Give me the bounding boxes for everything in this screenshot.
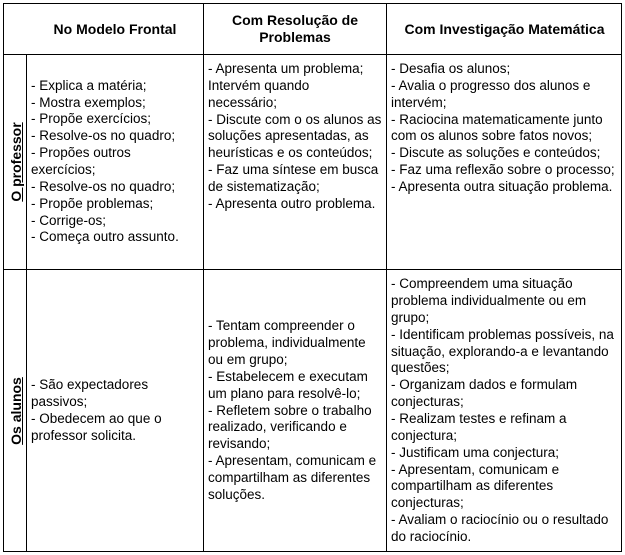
- list-item: - Avaliam o raciocínio ou o resultado do raciocínio.: [391, 512, 609, 544]
- list-item: - Realizam testes e refinam a conjectura;: [391, 411, 567, 443]
- list-item: - Propões outros exercícios;: [31, 145, 131, 177]
- list-item: - Apresenta um problema; Intervém quando necessário;: [208, 61, 364, 110]
- list-item: - Corrige-os;: [31, 212, 107, 228]
- list-item: - Discute as soluções e conteúdos;: [391, 145, 601, 161]
- list-item: - Avalia o progresso dos alunos e intervém;: [391, 77, 591, 110]
- cell-alunos-resolucao: [204, 270, 386, 552]
- list-item: - Resolve-os no quadro;: [31, 128, 176, 144]
- list-item: - Propõe exercícios;: [31, 111, 152, 127]
- bullet-list: [208, 61, 382, 213]
- row-label-alunos: Os alunos: [7, 377, 24, 445]
- cell-professor-frontal: [27, 55, 203, 269]
- list-item: - Apresentam, comunicam e compartilham as diferentes conjecturas;: [391, 461, 560, 511]
- list-item: - Compreendem uma situação problema individualmente ou em grupo;: [391, 276, 587, 325]
- header-col-frontal: No Modelo Frontal: [53, 20, 177, 37]
- comparison-table: [3, 3, 622, 552]
- list-item: - Mostra exemplos;: [31, 94, 146, 110]
- cell-alunos-frontal: [27, 270, 203, 552]
- header-col-investigacao: Com Investigação Matemática: [404, 20, 605, 37]
- list-item: - Refletem sobre o trabalho realizado, verificando e revisando;: [208, 402, 372, 452]
- list-item: - Justificam uma conjectura;: [391, 444, 560, 460]
- list-item: - Faz uma reflexão sobre o processo;: [391, 162, 615, 178]
- cell-alunos-investigacao: [387, 270, 622, 552]
- bullet-list: [391, 61, 618, 196]
- cell-professor-investigacao: [387, 61, 622, 269]
- list-item: - Desafia os alunos;: [391, 61, 511, 76]
- list-item: - Explica a matéria;: [31, 77, 147, 93]
- list-item: - São expectadores passivos;: [31, 377, 149, 410]
- list-item: - Obedecem ao que o professor solicita.: [31, 411, 162, 443]
- list-item: - Apresenta outro problema.: [208, 195, 376, 211]
- bullet-list: [391, 276, 618, 546]
- list-item: - Apresenta outra situação problema.: [391, 178, 613, 194]
- bullet-list: [31, 377, 199, 444]
- header-col-resolucao: Com Resolução de Problemas: [231, 12, 359, 45]
- list-item: - Identificam problemas possíveis, na situação, explorando-a e levantando questões;: [391, 326, 614, 376]
- list-item: - Propõe problemas;: [31, 195, 154, 211]
- bullet-list: [208, 318, 382, 503]
- cell-professor-resolucao: [204, 61, 386, 269]
- list-item: - Estabelecem e executam um plano para resolvê-lo;: [208, 368, 368, 401]
- list-item: - Tentam compreender o problema, individualmente ou em grupo;: [208, 318, 366, 368]
- list-item: - Raciocina matematicamente junto com os alunos sobre fatos novos;: [391, 111, 603, 144]
- bullet-list: [31, 78, 199, 246]
- list-item: - Organizam dados e formulam conjecturas;: [391, 377, 578, 410]
- list-item: - Resolve-os no quadro;: [31, 178, 176, 194]
- row-label-professor: O professor: [7, 122, 24, 202]
- list-item: - Começa outro assunto.: [31, 229, 179, 245]
- list-item: - Discute com o os alunos as soluções apresentadas, as heurísticas e os conteúdos;: [208, 111, 382, 161]
- list-item: - Apresentam, comunicam e compartilham as diferentes soluções.: [208, 453, 377, 502]
- list-item: - Faz uma síntese em busca de sistematização;: [208, 162, 379, 194]
